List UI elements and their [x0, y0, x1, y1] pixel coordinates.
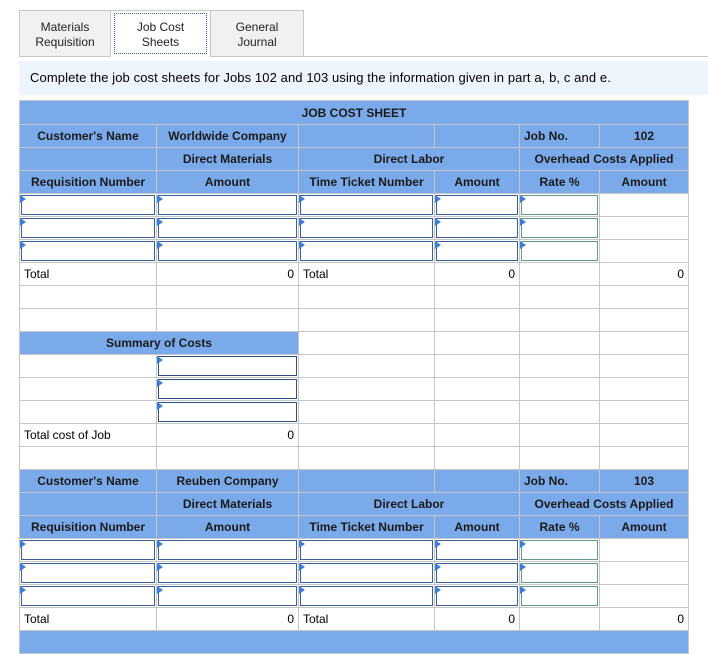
input-marker-icon	[157, 218, 163, 226]
overhead-total: 0	[599, 607, 689, 631]
grid-cell	[599, 285, 689, 309]
entry-cell[interactable]	[298, 193, 435, 217]
grid-cell	[599, 400, 689, 424]
input-marker-icon	[520, 586, 526, 594]
overhead-amount-cell	[599, 193, 689, 217]
job-no-label: Job No.	[519, 124, 600, 148]
input-field[interactable]	[521, 563, 598, 583]
grid-cell	[434, 400, 520, 424]
grid-cell	[519, 285, 600, 309]
total-cost-label: Total cost of Job	[19, 423, 157, 447]
grid-cell	[599, 423, 689, 447]
input-marker-icon	[299, 563, 305, 571]
input-field[interactable]	[300, 540, 433, 560]
input-field[interactable]	[436, 540, 518, 560]
entry-cell[interactable]	[19, 538, 157, 562]
grid-cell	[434, 469, 520, 493]
tab-label: Job Cost Sheets	[136, 20, 185, 49]
customers-name-label: Customer's Name	[19, 124, 157, 148]
entry-cell[interactable]	[434, 239, 520, 263]
tab-label: Materials Requisition	[35, 20, 95, 49]
entry-cell[interactable]	[19, 561, 157, 585]
input-field[interactable]	[436, 241, 518, 261]
grid-cell	[599, 354, 689, 378]
input-field[interactable]	[158, 402, 297, 422]
input-field[interactable]	[21, 241, 155, 261]
input-marker-icon	[157, 241, 163, 249]
labor-total-label: Total	[298, 607, 435, 631]
overhead-total: 0	[599, 262, 689, 286]
grid-cell	[298, 423, 435, 447]
grid-cell	[156, 446, 299, 470]
tab-job-cost-sheets[interactable]	[110, 10, 211, 57]
total-label: Total	[19, 607, 157, 631]
overhead-amount-cell	[599, 216, 689, 240]
input-field[interactable]	[21, 563, 155, 583]
grid-cell	[19, 354, 157, 378]
materials-amount-header: Amount	[156, 515, 299, 539]
input-marker-icon	[20, 241, 26, 249]
entry-cell[interactable]	[156, 193, 299, 217]
entry-cell[interactable]	[434, 584, 520, 608]
materials-amount-header: Amount	[156, 170, 299, 194]
summary-entry-cell[interactable]	[156, 377, 299, 401]
input-field[interactable]	[521, 586, 598, 606]
grid-cell	[519, 331, 600, 355]
entry-cell[interactable]	[156, 561, 299, 585]
grid-cell	[599, 331, 689, 355]
input-marker-icon	[157, 195, 163, 203]
overhead-amount-cell	[599, 561, 689, 585]
entry-cell[interactable]	[156, 538, 299, 562]
input-field[interactable]	[300, 218, 433, 238]
grid-cell	[599, 446, 689, 470]
input-marker-icon	[20, 218, 26, 226]
tab-divider	[304, 56, 708, 57]
grid-cell	[298, 377, 435, 401]
grid-cell	[298, 469, 435, 493]
input-field[interactable]	[158, 540, 297, 560]
grid-cell	[298, 308, 435, 332]
grid-cell	[434, 423, 520, 447]
labor-amount-header: Amount	[434, 515, 520, 539]
job-no-label: Job No.	[519, 469, 600, 493]
input-marker-icon	[157, 586, 163, 594]
entry-cell[interactable]	[156, 216, 299, 240]
grid-cell	[298, 285, 435, 309]
customer-name-value: Worldwide Company	[156, 124, 299, 148]
grid-cell	[19, 446, 157, 470]
input-field[interactable]	[300, 241, 433, 261]
grid-cell	[519, 607, 600, 631]
input-field[interactable]	[436, 218, 518, 238]
input-field[interactable]	[436, 586, 518, 606]
overhead-label: Overhead Costs Applied	[519, 492, 689, 516]
grid-cell	[434, 446, 520, 470]
input-field[interactable]	[21, 540, 155, 560]
input-field[interactable]	[300, 586, 433, 606]
time-ticket-header: Time Ticket Number	[298, 515, 435, 539]
total-label: Total	[19, 262, 157, 286]
grid-cell	[519, 308, 600, 332]
grid-cell	[519, 377, 600, 401]
grid-cell	[434, 331, 520, 355]
input-field[interactable]	[436, 195, 518, 215]
grid-cell	[519, 446, 600, 470]
input-marker-icon	[520, 540, 526, 548]
entry-cell[interactable]	[19, 216, 157, 240]
grid-cell	[434, 377, 520, 401]
tab-general-journal[interactable]	[210, 10, 304, 57]
entry-cell[interactable]	[298, 561, 435, 585]
input-marker-icon	[299, 540, 305, 548]
grid-cell	[19, 147, 157, 171]
input-marker-icon	[20, 195, 26, 203]
input-marker-icon	[157, 402, 163, 410]
input-field[interactable]	[521, 218, 598, 238]
input-field[interactable]	[158, 218, 297, 238]
input-marker-icon	[20, 586, 26, 594]
input-field[interactable]	[521, 241, 598, 261]
input-marker-icon	[520, 195, 526, 203]
grid-cell	[519, 354, 600, 378]
input-marker-icon	[299, 218, 305, 226]
input-field[interactable]	[300, 195, 433, 215]
direct-materials-label: Direct Materials	[156, 147, 299, 171]
grid-cell	[434, 285, 520, 309]
entry-cell[interactable]	[434, 216, 520, 240]
input-field[interactable]	[158, 563, 297, 583]
input-marker-icon	[520, 218, 526, 226]
overhead-amount-cell	[599, 239, 689, 263]
labor-total: 0	[434, 607, 520, 631]
grid-cell	[19, 400, 157, 424]
grid-cell	[19, 492, 157, 516]
overhead-amount-header: Amount	[599, 515, 689, 539]
entry-cell[interactable]	[519, 216, 600, 240]
summary-entry-cell[interactable]	[156, 354, 299, 378]
input-marker-icon	[299, 195, 305, 203]
grid-cell	[434, 354, 520, 378]
input-marker-icon	[435, 586, 441, 594]
labor-total: 0	[434, 262, 520, 286]
job-no-value: 102	[599, 124, 689, 148]
input-field[interactable]	[21, 195, 155, 215]
grid-cell	[434, 308, 520, 332]
input-field[interactable]	[300, 563, 433, 583]
direct-materials-label: Direct Materials	[156, 492, 299, 516]
overhead-amount-header: Amount	[599, 170, 689, 194]
entry-cell[interactable]	[434, 561, 520, 585]
direct-labor-label: Direct Labor	[298, 492, 520, 516]
input-field[interactable]	[436, 563, 518, 583]
overhead-amount-cell	[599, 538, 689, 562]
grid-cell	[298, 331, 435, 355]
grid-cell	[519, 400, 600, 424]
entry-cell[interactable]	[19, 584, 157, 608]
input-field[interactable]	[158, 195, 297, 215]
entry-cell[interactable]	[298, 216, 435, 240]
time-ticket-header: Time Ticket Number	[298, 170, 435, 194]
input-marker-icon	[20, 540, 26, 548]
requisition-number-header: Requisition Number	[19, 515, 157, 539]
instruction-text: Complete the job cost sheets for Jobs 102 and 103 using the information given in part a, b, c and e.	[19, 61, 708, 95]
summary-entry-cell[interactable]	[156, 400, 299, 424]
entry-cell[interactable]	[434, 193, 520, 217]
input-marker-icon	[299, 241, 305, 249]
tab-materials-requisition[interactable]	[19, 10, 111, 57]
requisition-number-header: Requisition Number	[19, 170, 157, 194]
grid-cell	[19, 308, 157, 332]
total-cost-value: 0	[156, 423, 299, 447]
input-marker-icon	[157, 356, 163, 364]
input-marker-icon	[520, 563, 526, 571]
grid-cell	[19, 630, 689, 654]
rate-header: Rate %	[519, 515, 600, 539]
grid-cell	[298, 354, 435, 378]
entry-cell[interactable]	[519, 239, 600, 263]
grid-cell	[298, 400, 435, 424]
entry-cell[interactable]	[519, 584, 600, 608]
rate-header: Rate %	[519, 170, 600, 194]
input-field[interactable]	[158, 241, 297, 261]
input-marker-icon	[520, 241, 526, 249]
input-field[interactable]	[521, 195, 598, 215]
entry-cell[interactable]	[298, 538, 435, 562]
input-marker-icon	[435, 241, 441, 249]
input-marker-icon	[435, 563, 441, 571]
input-marker-icon	[435, 195, 441, 203]
entry-cell[interactable]	[298, 239, 435, 263]
input-field[interactable]	[521, 540, 598, 560]
direct-labor-label: Direct Labor	[298, 147, 520, 171]
job-no-value: 103	[599, 469, 689, 493]
entry-cell[interactable]	[298, 584, 435, 608]
entry-cell[interactable]	[519, 538, 600, 562]
input-field[interactable]	[158, 356, 297, 376]
entry-cell[interactable]	[156, 584, 299, 608]
labor-amount-header: Amount	[434, 170, 520, 194]
input-marker-icon	[157, 379, 163, 387]
input-marker-icon	[299, 586, 305, 594]
grid-cell	[156, 285, 299, 309]
customers-name-label: Customer's Name	[19, 469, 157, 493]
overhead-label: Overhead Costs Applied	[519, 147, 689, 171]
grid-cell	[19, 285, 157, 309]
entry-cell[interactable]	[19, 239, 157, 263]
input-field[interactable]	[21, 586, 155, 606]
entry-cell[interactable]	[519, 561, 600, 585]
input-marker-icon	[20, 563, 26, 571]
customer-name-value: Reuben Company	[156, 469, 299, 493]
grid-cell	[519, 423, 600, 447]
input-marker-icon	[435, 540, 441, 548]
grid-cell	[599, 377, 689, 401]
grid-cell	[434, 124, 520, 148]
grid-cell	[156, 308, 299, 332]
grid-cell	[599, 308, 689, 332]
input-marker-icon	[157, 540, 163, 548]
sheet-title: JOB COST SHEET	[19, 100, 689, 125]
entry-cell[interactable]	[156, 239, 299, 263]
entry-cell[interactable]	[434, 538, 520, 562]
grid-cell	[519, 262, 600, 286]
input-marker-icon	[435, 218, 441, 226]
grid-cell	[298, 124, 435, 148]
entry-cell[interactable]	[19, 193, 157, 217]
grid-cell	[298, 446, 435, 470]
input-marker-icon	[157, 563, 163, 571]
tab-label: General Journal	[235, 20, 279, 49]
labor-total-label: Total	[298, 262, 435, 286]
materials-total: 0	[156, 607, 299, 631]
overhead-amount-cell	[599, 584, 689, 608]
input-field[interactable]	[158, 379, 297, 399]
grid-cell	[19, 377, 157, 401]
materials-total: 0	[156, 262, 299, 286]
input-field[interactable]	[21, 218, 155, 238]
input-field[interactable]	[158, 586, 297, 606]
entry-cell[interactable]	[519, 193, 600, 217]
summary-of-costs-header: Summary of Costs	[19, 331, 299, 355]
